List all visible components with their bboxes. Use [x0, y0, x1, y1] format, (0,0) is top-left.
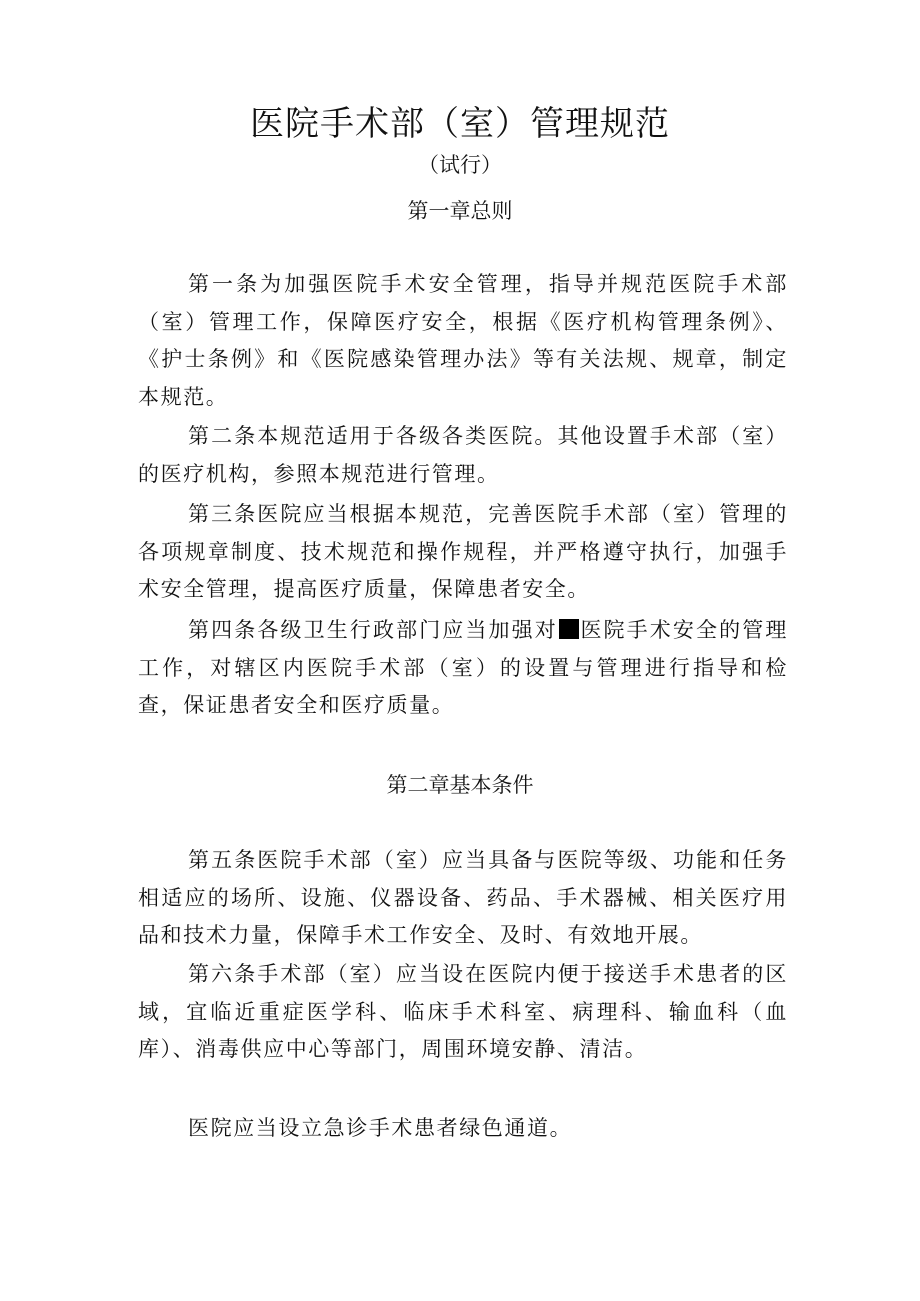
chapter-2-heading: 第二章基本条件 — [386, 773, 534, 797]
article-4-text-start: 第四条各级卫生行政部门应当加强对 — [188, 618, 558, 642]
redaction-mark — [559, 619, 579, 639]
article-1: 第一条为加强医院手术安全管理，指导并规范医院手术部（室）管理工作，保障医疗安全，根据《医疗机构管理条例》、《护士条例》和《医院感染管理办法》等有关法规、规章，制定本规范。 — [138, 272, 788, 409]
article-4 — [138, 612, 788, 725]
article-4-text-end: 医院手术安全的管理工作，对辖区内医院手术部（室）的设置与管理进行指导和检查，保证患者安全和医疗质量。 — [138, 618, 788, 717]
article-3: 第三条医院应当根据本规范，完善医院手术部（室）管理的各项规章制度、技术规范和操作规程，并严格遵守执行，加强手术安全管理，提高医疗质量，保障患者安全。 — [138, 502, 788, 601]
chapter-1-heading: 第一章总则 — [407, 199, 513, 223]
article-2: 第二条本规范适用于各级各类医院。其他设置手术部（室）的医疗机构，参照本规范进行管理。 — [138, 424, 788, 486]
article-6: 第六条手术部（室）应当设在医院内便于接送手术患者的区域，宜临近重症医学科、临床手术科室、病理科、输血科（血库）、消毒供应中心等部门，周围环境安静、清洁。 — [138, 962, 788, 1061]
document-subtitle: （试行） — [418, 153, 502, 177]
document-title: 医院手术部（室）管理规范 — [250, 104, 670, 144]
article-5: 第五条医院手术部（室）应当具备与医院等级、功能和任务相适应的场所、设施、仪器设备、药品、手术器械、相关医疗用品和技术力量，保障手术工作安全、及时、有效地开展。 — [138, 848, 788, 947]
article-6-note: 医院应当设立急诊手术患者绿色通道。 — [188, 1116, 573, 1140]
